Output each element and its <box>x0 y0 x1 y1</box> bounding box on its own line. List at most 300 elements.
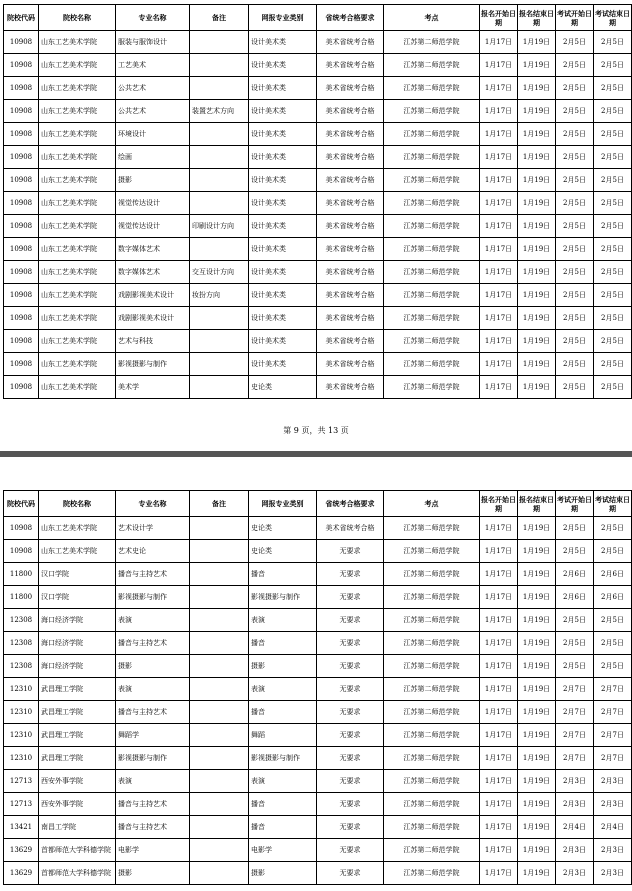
cell-school-code: 12310 <box>4 678 39 701</box>
cell-signup-start: 1月17日 <box>480 77 518 100</box>
cell-school-name: 山东工艺美术学院 <box>39 77 116 100</box>
cell-remark <box>190 586 249 609</box>
cell-school-name: 山东工艺美术学院 <box>39 540 116 563</box>
cell-exam-end: 2月5日 <box>594 261 632 284</box>
cell-school-name: 山东工艺美术学院 <box>39 307 116 330</box>
cell-exam-start: 2月5日 <box>556 215 594 238</box>
cell-remark: 装置艺术方向 <box>190 100 249 123</box>
cell-school-name: 山东工艺美术学院 <box>39 238 116 261</box>
cell-exam-requirement: 无要求 <box>317 632 384 655</box>
cell-signup-end: 1月19日 <box>518 192 556 215</box>
header-exam-end: 考试结束日期 <box>594 5 632 31</box>
header-exam-requirement: 省统考合格要求 <box>317 5 384 31</box>
cell-exam-requirement: 无要求 <box>317 793 384 816</box>
cell-school-name: 山东工艺美术学院 <box>39 353 116 376</box>
cell-category: 设计美术类 <box>249 261 317 284</box>
cell-school-code: 13629 <box>4 862 39 885</box>
table-row <box>4 724 632 747</box>
cell-signup-end: 1月19日 <box>518 770 556 793</box>
table-row <box>4 655 632 678</box>
cell-signup-end: 1月19日 <box>518 816 556 839</box>
cell-signup-start: 1月17日 <box>480 376 518 399</box>
cell-major-name: 摄影 <box>116 169 190 192</box>
cell-signup-end: 1月19日 <box>518 747 556 770</box>
cell-exam-requirement: 美术省统考合格 <box>317 54 384 77</box>
cell-category: 表演 <box>249 678 317 701</box>
header-exam-start: 考试开始日期 <box>556 5 594 31</box>
cell-school-name: 南昌工学院 <box>39 816 116 839</box>
header-school-code: 院校代码 <box>4 491 39 517</box>
table-row <box>4 284 632 307</box>
cell-remark <box>190 862 249 885</box>
cell-category: 设计美术类 <box>249 146 317 169</box>
cell-major-name: 艺术设计学 <box>116 517 190 540</box>
cell-major-name: 影视摄影与制作 <box>116 353 190 376</box>
cell-school-name: 海口经济学院 <box>39 632 116 655</box>
cell-signup-end: 1月19日 <box>518 54 556 77</box>
cell-remark <box>190 655 249 678</box>
cell-signup-end: 1月19日 <box>518 701 556 724</box>
cell-exam-start: 2月7日 <box>556 701 594 724</box>
cell-signup-start: 1月17日 <box>480 609 518 632</box>
cell-exam-site: 江苏第二师范学院 <box>384 747 480 770</box>
header-major-name: 专业名称 <box>116 491 190 517</box>
header-signup-start: 报名开始日期 <box>480 5 518 31</box>
cell-school-code: 10908 <box>4 215 39 238</box>
cell-school-code: 10908 <box>4 353 39 376</box>
cell-signup-start: 1月17日 <box>480 54 518 77</box>
cell-signup-end: 1月19日 <box>518 100 556 123</box>
cell-exam-requirement: 美术省统考合格 <box>317 284 384 307</box>
cell-exam-start: 2月5日 <box>556 238 594 261</box>
cell-exam-end: 2月5日 <box>594 307 632 330</box>
cell-exam-site: 江苏第二师范学院 <box>384 238 480 261</box>
cell-signup-end: 1月19日 <box>518 123 556 146</box>
cell-exam-end: 2月3日 <box>594 839 632 862</box>
admissions-table-page-10 <box>3 490 632 885</box>
cell-category: 设计美术类 <box>249 284 317 307</box>
table-row <box>4 261 632 284</box>
admissions-table-page-9 <box>3 4 632 399</box>
cell-school-name: 山东工艺美术学院 <box>39 54 116 77</box>
cell-remark <box>190 169 249 192</box>
cell-exam-start: 2月5日 <box>556 307 594 330</box>
cell-signup-start: 1月17日 <box>480 307 518 330</box>
cell-remark: 妆扮方向 <box>190 284 249 307</box>
cell-exam-site: 江苏第二师范学院 <box>384 770 480 793</box>
cell-school-name: 西安外事学院 <box>39 770 116 793</box>
cell-school-code: 12310 <box>4 724 39 747</box>
cell-exam-requirement: 美术省统考合格 <box>317 215 384 238</box>
cell-school-code: 12713 <box>4 770 39 793</box>
cell-exam-requirement: 无要求 <box>317 655 384 678</box>
cell-major-name: 播音与主持艺术 <box>116 816 190 839</box>
cell-school-code: 10908 <box>4 169 39 192</box>
cell-exam-end: 2月5日 <box>594 284 632 307</box>
cell-school-code: 10908 <box>4 31 39 54</box>
cell-signup-end: 1月19日 <box>518 839 556 862</box>
table-row <box>4 330 632 353</box>
cell-major-name: 视觉传达设计 <box>116 192 190 215</box>
cell-remark <box>190 540 249 563</box>
cell-exam-requirement: 美术省统考合格 <box>317 169 384 192</box>
cell-school-name: 山东工艺美术学院 <box>39 284 116 307</box>
cell-exam-requirement: 美术省统考合格 <box>317 77 384 100</box>
table-row <box>4 31 632 54</box>
cell-signup-end: 1月19日 <box>518 353 556 376</box>
cell-category: 播音 <box>249 816 317 839</box>
cell-exam-site: 江苏第二师范学院 <box>384 77 480 100</box>
header-signup-end: 报名结束日期 <box>518 5 556 31</box>
header-remark: 备注 <box>190 491 249 517</box>
cell-exam-end: 2月5日 <box>594 169 632 192</box>
cell-category: 史论类 <box>249 540 317 563</box>
cell-exam-start: 2月5日 <box>556 330 594 353</box>
cell-signup-end: 1月19日 <box>518 632 556 655</box>
cell-school-code: 10908 <box>4 376 39 399</box>
cell-remark <box>190 146 249 169</box>
cell-exam-end: 2月5日 <box>594 146 632 169</box>
cell-exam-start: 2月5日 <box>556 517 594 540</box>
cell-major-name: 电影学 <box>116 839 190 862</box>
cell-exam-start: 2月3日 <box>556 839 594 862</box>
table-row <box>4 353 632 376</box>
cell-exam-site: 江苏第二师范学院 <box>384 609 480 632</box>
cell-remark <box>190 353 249 376</box>
cell-signup-start: 1月17日 <box>480 517 518 540</box>
cell-school-code: 11800 <box>4 563 39 586</box>
cell-exam-site: 江苏第二师范学院 <box>384 123 480 146</box>
cell-remark <box>190 517 249 540</box>
cell-exam-requirement: 美术省统考合格 <box>317 123 384 146</box>
cell-school-code: 13629 <box>4 839 39 862</box>
cell-exam-start: 2月5日 <box>556 54 594 77</box>
cell-exam-site: 江苏第二师范学院 <box>384 100 480 123</box>
cell-category: 设计美术类 <box>249 100 317 123</box>
cell-exam-site: 江苏第二师范学院 <box>384 839 480 862</box>
cell-category: 设计美术类 <box>249 215 317 238</box>
cell-exam-requirement: 无要求 <box>317 839 384 862</box>
cell-school-name: 山东工艺美术学院 <box>39 330 116 353</box>
table-row <box>4 793 632 816</box>
cell-school-name: 武昌理工学院 <box>39 701 116 724</box>
cell-signup-end: 1月19日 <box>518 586 556 609</box>
cell-major-name: 舞蹈学 <box>116 724 190 747</box>
cell-remark <box>190 192 249 215</box>
cell-school-code: 12308 <box>4 632 39 655</box>
cell-school-name: 汉口学院 <box>39 586 116 609</box>
table-row <box>4 770 632 793</box>
cell-school-code: 10908 <box>4 100 39 123</box>
cell-major-name: 影视摄影与制作 <box>116 586 190 609</box>
cell-exam-end: 2月6日 <box>594 586 632 609</box>
table-row <box>4 100 632 123</box>
cell-signup-end: 1月19日 <box>518 284 556 307</box>
cell-exam-end: 2月5日 <box>594 330 632 353</box>
cell-category: 影视摄影与制作 <box>249 747 317 770</box>
cell-school-code: 10908 <box>4 146 39 169</box>
cell-signup-end: 1月19日 <box>518 261 556 284</box>
cell-signup-end: 1月19日 <box>518 307 556 330</box>
cell-exam-requirement: 美术省统考合格 <box>317 376 384 399</box>
table-row <box>4 839 632 862</box>
cell-exam-end: 2月7日 <box>594 701 632 724</box>
cell-school-name: 西安外事学院 <box>39 793 116 816</box>
cell-major-name: 环境设计 <box>116 123 190 146</box>
cell-remark <box>190 816 249 839</box>
cell-signup-start: 1月17日 <box>480 284 518 307</box>
table-row <box>4 632 632 655</box>
cell-school-name: 首都师范大学科德学院 <box>39 839 116 862</box>
cell-category: 表演 <box>249 609 317 632</box>
cell-exam-requirement: 美术省统考合格 <box>317 261 384 284</box>
cell-school-code: 10908 <box>4 284 39 307</box>
cell-exam-start: 2月7日 <box>556 678 594 701</box>
cell-exam-start: 2月6日 <box>556 586 594 609</box>
cell-signup-start: 1月17日 <box>480 100 518 123</box>
cell-major-name: 表演 <box>116 678 190 701</box>
cell-major-name: 影视摄影与制作 <box>116 747 190 770</box>
cell-exam-start: 2月3日 <box>556 793 594 816</box>
cell-exam-requirement: 美术省统考合格 <box>317 238 384 261</box>
cell-category: 史论类 <box>249 517 317 540</box>
cell-exam-requirement: 美术省统考合格 <box>317 330 384 353</box>
cell-exam-start: 2月5日 <box>556 284 594 307</box>
cell-exam-end: 2月7日 <box>594 724 632 747</box>
cell-school-name: 武昌理工学院 <box>39 678 116 701</box>
cell-signup-end: 1月19日 <box>518 563 556 586</box>
cell-exam-requirement: 美术省统考合格 <box>317 517 384 540</box>
cell-category: 设计美术类 <box>249 307 317 330</box>
cell-major-name: 表演 <box>116 609 190 632</box>
cell-exam-requirement: 无要求 <box>317 724 384 747</box>
table-header-row <box>4 5 632 31</box>
cell-category: 设计美术类 <box>249 123 317 146</box>
cell-exam-end: 2月5日 <box>594 353 632 376</box>
cell-exam-requirement: 美术省统考合格 <box>317 353 384 376</box>
table-row <box>4 215 632 238</box>
cell-signup-end: 1月19日 <box>518 238 556 261</box>
cell-signup-end: 1月19日 <box>518 330 556 353</box>
cell-exam-end: 2月5日 <box>594 215 632 238</box>
table-row <box>4 54 632 77</box>
cell-school-code: 10908 <box>4 330 39 353</box>
cell-school-code: 12310 <box>4 747 39 770</box>
header-school-name: 院校名称 <box>39 5 116 31</box>
cell-school-code: 10908 <box>4 54 39 77</box>
cell-exam-site: 江苏第二师范学院 <box>384 261 480 284</box>
cell-school-code: 12308 <box>4 609 39 632</box>
table-row <box>4 146 632 169</box>
cell-exam-end: 2月7日 <box>594 678 632 701</box>
table-row <box>4 862 632 885</box>
cell-signup-start: 1月17日 <box>480 353 518 376</box>
cell-exam-start: 2月5日 <box>556 353 594 376</box>
header-remark: 备注 <box>190 5 249 31</box>
cell-exam-requirement: 美术省统考合格 <box>317 146 384 169</box>
cell-exam-site: 江苏第二师范学院 <box>384 376 480 399</box>
cell-school-code: 10908 <box>4 238 39 261</box>
table-row <box>4 238 632 261</box>
cell-school-name: 山东工艺美术学院 <box>39 100 116 123</box>
cell-major-name: 播音与主持艺术 <box>116 563 190 586</box>
cell-school-name: 武昌理工学院 <box>39 724 116 747</box>
cell-exam-end: 2月4日 <box>594 816 632 839</box>
cell-exam-end: 2月3日 <box>594 793 632 816</box>
cell-major-name: 数字媒体艺术 <box>116 261 190 284</box>
cell-exam-site: 江苏第二师范学院 <box>384 169 480 192</box>
table-row <box>4 816 632 839</box>
cell-remark <box>190 701 249 724</box>
cell-exam-end: 2月5日 <box>594 54 632 77</box>
cell-remark <box>190 770 249 793</box>
table-row <box>4 192 632 215</box>
header-signup-start: 报名开始日期 <box>480 491 518 517</box>
header-category: 网报专业类别 <box>249 5 317 31</box>
cell-major-name: 表演 <box>116 770 190 793</box>
cell-exam-requirement: 无要求 <box>317 609 384 632</box>
cell-exam-end: 2月5日 <box>594 540 632 563</box>
cell-remark <box>190 31 249 54</box>
page-footer: 第 9 页，共 13 页 <box>283 426 349 435</box>
cell-signup-end: 1月19日 <box>518 793 556 816</box>
cell-signup-start: 1月17日 <box>480 192 518 215</box>
cell-exam-end: 2月7日 <box>594 747 632 770</box>
cell-signup-start: 1月17日 <box>480 770 518 793</box>
cell-exam-site: 江苏第二师范学院 <box>384 215 480 238</box>
cell-exam-requirement: 美术省统考合格 <box>317 192 384 215</box>
cell-remark <box>190 793 249 816</box>
cell-remark <box>190 330 249 353</box>
page-separator <box>0 451 632 457</box>
cell-exam-start: 2月3日 <box>556 862 594 885</box>
cell-exam-site: 江苏第二师范学院 <box>384 563 480 586</box>
cell-exam-start: 2月5日 <box>556 169 594 192</box>
cell-signup-end: 1月19日 <box>518 215 556 238</box>
cell-exam-end: 2月5日 <box>594 100 632 123</box>
header-exam-start: 考试开始日期 <box>556 491 594 517</box>
cell-category: 史论类 <box>249 376 317 399</box>
cell-remark <box>190 839 249 862</box>
cell-exam-start: 2月5日 <box>556 376 594 399</box>
cell-school-name: 山东工艺美术学院 <box>39 192 116 215</box>
cell-signup-start: 1月17日 <box>480 563 518 586</box>
cell-remark <box>190 77 249 100</box>
table-row <box>4 586 632 609</box>
cell-exam-start: 2月5日 <box>556 77 594 100</box>
cell-signup-start: 1月17日 <box>480 261 518 284</box>
cell-remark <box>190 376 249 399</box>
cell-major-name: 公共艺术 <box>116 77 190 100</box>
cell-signup-start: 1月17日 <box>480 747 518 770</box>
cell-remark <box>190 632 249 655</box>
cell-school-code: 12713 <box>4 793 39 816</box>
cell-signup-end: 1月19日 <box>518 678 556 701</box>
cell-exam-start: 2月5日 <box>556 632 594 655</box>
cell-signup-start: 1月17日 <box>480 632 518 655</box>
cell-exam-requirement: 无要求 <box>317 563 384 586</box>
table-row <box>4 563 632 586</box>
cell-school-name: 山东工艺美术学院 <box>39 376 116 399</box>
cell-school-code: 10908 <box>4 261 39 284</box>
cell-exam-site: 江苏第二师范学院 <box>384 816 480 839</box>
cell-school-code: 12308 <box>4 655 39 678</box>
cell-remark <box>190 747 249 770</box>
cell-category: 影视摄影与制作 <box>249 586 317 609</box>
cell-exam-end: 2月5日 <box>594 609 632 632</box>
cell-exam-site: 江苏第二师范学院 <box>384 678 480 701</box>
cell-category: 设计美术类 <box>249 353 317 376</box>
cell-major-name: 绘画 <box>116 146 190 169</box>
cell-exam-end: 2月3日 <box>594 862 632 885</box>
cell-signup-start: 1月17日 <box>480 724 518 747</box>
cell-school-name: 山东工艺美术学院 <box>39 169 116 192</box>
cell-exam-end: 2月5日 <box>594 192 632 215</box>
cell-exam-start: 2月5日 <box>556 540 594 563</box>
cell-school-name: 山东工艺美术学院 <box>39 123 116 146</box>
header-exam-site: 考点 <box>384 491 480 517</box>
cell-signup-start: 1月17日 <box>480 31 518 54</box>
cell-exam-start: 2月5日 <box>556 123 594 146</box>
cell-major-name: 播音与主持艺术 <box>116 701 190 724</box>
cell-exam-end: 2月3日 <box>594 770 632 793</box>
cell-exam-start: 2月5日 <box>556 655 594 678</box>
cell-remark <box>190 563 249 586</box>
cell-exam-site: 江苏第二师范学院 <box>384 146 480 169</box>
cell-category: 播音 <box>249 701 317 724</box>
cell-signup-start: 1月17日 <box>480 146 518 169</box>
cell-category: 设计美术类 <box>249 330 317 353</box>
cell-school-code: 13421 <box>4 816 39 839</box>
cell-exam-end: 2月5日 <box>594 77 632 100</box>
cell-exam-start: 2月6日 <box>556 563 594 586</box>
cell-signup-end: 1月19日 <box>518 609 556 632</box>
cell-signup-start: 1月17日 <box>480 816 518 839</box>
cell-school-code: 10908 <box>4 192 39 215</box>
cell-exam-site: 江苏第二师范学院 <box>384 330 480 353</box>
cell-category: 播音 <box>249 632 317 655</box>
cell-signup-end: 1月19日 <box>518 862 556 885</box>
cell-school-name: 首都师范大学科德学院 <box>39 862 116 885</box>
cell-signup-start: 1月17日 <box>480 123 518 146</box>
cell-exam-requirement: 无要求 <box>317 770 384 793</box>
cell-school-name: 汉口学院 <box>39 563 116 586</box>
table-header-row <box>4 491 632 517</box>
cell-exam-requirement: 无要求 <box>317 816 384 839</box>
cell-school-code: 11800 <box>4 586 39 609</box>
cell-exam-end: 2月5日 <box>594 31 632 54</box>
cell-exam-requirement: 美术省统考合格 <box>317 307 384 330</box>
cell-school-name: 山东工艺美术学院 <box>39 215 116 238</box>
cell-exam-site: 江苏第二师范学院 <box>384 862 480 885</box>
cell-exam-site: 江苏第二师范学院 <box>384 517 480 540</box>
cell-school-name: 山东工艺美术学院 <box>39 261 116 284</box>
table-row <box>4 517 632 540</box>
cell-exam-requirement: 无要求 <box>317 862 384 885</box>
cell-major-name: 播音与主持艺术 <box>116 793 190 816</box>
cell-remark <box>190 609 249 632</box>
cell-signup-start: 1月17日 <box>480 238 518 261</box>
cell-signup-start: 1月17日 <box>480 169 518 192</box>
cell-school-name: 山东工艺美术学院 <box>39 517 116 540</box>
header-category: 网报专业类别 <box>249 491 317 517</box>
table-row <box>4 376 632 399</box>
cell-signup-end: 1月19日 <box>518 146 556 169</box>
cell-major-name: 公共艺术 <box>116 100 190 123</box>
cell-signup-end: 1月19日 <box>518 31 556 54</box>
cell-exam-site: 江苏第二师范学院 <box>384 192 480 215</box>
cell-major-name: 工艺美术 <box>116 54 190 77</box>
